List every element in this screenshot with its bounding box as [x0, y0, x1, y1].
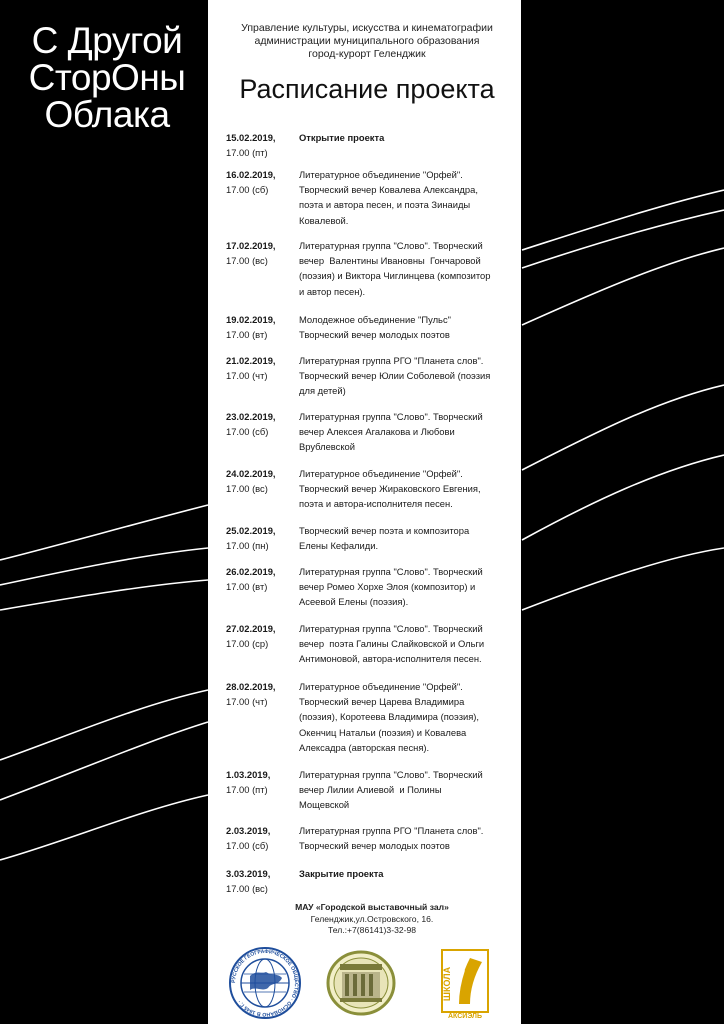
entry-description-line: Литературная группа "Слово". Творческий: [299, 240, 483, 251]
organizer-line: администрации муниципального образования: [254, 35, 480, 47]
entry-date: 16.02.2019,: [226, 169, 276, 180]
entry-time: 17.00 (сб): [226, 184, 269, 196]
entry-description-line: для детей): [299, 385, 346, 397]
entry-description-line: Литературная группа РГО "Планета слов".: [299, 355, 484, 366]
entry-time: 17.00 (пн): [226, 540, 269, 552]
entry-description-line: Открытие проекта: [299, 132, 385, 143]
entry-date: 23.02.2019,: [226, 411, 276, 422]
entry-description: [299, 130, 514, 145]
entry-description: [299, 823, 514, 853]
entry-description-line: вечер поэта Галины Слайковской и Ольги: [299, 638, 485, 650]
entry-time: 17.00 (чт): [226, 696, 268, 708]
entry-description-line: Творческий вечер Царева Владимира: [299, 696, 465, 708]
entry-date: 28.02.2019,: [226, 681, 276, 692]
entry-description-line: Творческий вечер Юлии Соболевой (поэзия: [299, 370, 491, 382]
entry-description: [299, 466, 514, 512]
entry-date: 1.03.2019,: [226, 769, 271, 780]
entry-description-line: Антимоновой, автора-исполнителя песен.: [299, 653, 482, 665]
entry-datetime: [226, 621, 296, 651]
entry-datetime: [226, 679, 296, 709]
entry-datetime: [226, 409, 296, 439]
entry-time: 17.00 (пт): [226, 147, 268, 159]
entry-description-line: Молодежное объединение "Пульс": [299, 314, 451, 325]
entry-datetime: [226, 466, 296, 496]
entry-description-line: вечер Ромео Хорхе Элоя (композитор) и: [299, 581, 476, 593]
entry-description: [299, 409, 514, 455]
entry-datetime: [226, 866, 296, 896]
entry-description: [299, 167, 514, 228]
entry-description-line: Асеевой Елены (поэзия).: [299, 596, 409, 608]
entry-time: 17.00 (вт): [226, 581, 268, 593]
organizer-line: город-курорт Геленджик: [308, 48, 426, 60]
entry-description-line: Творческий вечер Ковалева Александра,: [299, 184, 478, 196]
entry-description-line: Творческий вечер молодых поэтов: [299, 840, 450, 852]
entry-datetime: [226, 823, 296, 853]
entry-time: 17.00 (вт): [226, 329, 268, 341]
entry-description-line: Закрытие проекта: [299, 868, 384, 879]
entry-description-line: Литературное объединение "Орфей".: [299, 681, 463, 692]
project-title-line: С Другой: [31, 20, 183, 61]
entry-description-line: вечер Алексея Агалакова и Любови: [299, 426, 455, 438]
entry-date: 24.02.2019,: [226, 468, 276, 479]
entry-description-line: Алексадра (авторская песня).: [299, 741, 430, 753]
entry-description-line: поэта и автора песен, и поэта Зинаиды: [299, 199, 471, 211]
entry-time: 17.00 (вс): [226, 255, 268, 267]
venue-name: МАУ «Городской выставочный зал»: [295, 902, 449, 912]
entry-time: 17.00 (сб): [226, 426, 269, 438]
entry-description: [299, 353, 514, 399]
entry-datetime: [226, 564, 296, 594]
entry-description-line: Мощевской: [299, 799, 350, 811]
entry-description-line: Литературная группа "Слово". Творческий: [299, 411, 483, 422]
entry-description-line: Врублевской: [299, 441, 356, 453]
entry-date: 17.02.2019,: [226, 240, 276, 251]
entry-time: 17.00 (ср): [226, 638, 269, 650]
entry-description: [299, 866, 514, 881]
school-logo-top-text: ШКОЛА: [442, 966, 452, 1002]
entry-datetime: [226, 767, 296, 797]
entry-datetime: [226, 238, 296, 268]
entry-description-line: Литературная группа "Слово". Творческий: [299, 769, 483, 780]
entry-description: [299, 523, 514, 553]
entry-time: 17.00 (пт): [226, 784, 268, 796]
entry-description: [299, 238, 514, 299]
entry-datetime: [226, 130, 296, 160]
entry-description: [299, 621, 514, 667]
page-heading: Расписание проекта: [239, 74, 495, 104]
entry-description-line: поэта и автора-исполнителя песен.: [299, 498, 453, 510]
project-title-line: СторОны: [28, 57, 186, 98]
entry-datetime: [226, 353, 296, 383]
entry-description: [299, 312, 514, 342]
entry-description: [299, 679, 514, 755]
entry-date: 19.02.2019,: [226, 314, 276, 325]
entry-date: 21.02.2019,: [226, 355, 276, 366]
entry-time: 17.00 (вс): [226, 483, 268, 495]
entry-description-line: Елены Кефалиди.: [299, 540, 379, 552]
venue-phone: Тел.:+7(86141)3-32-98: [327, 925, 417, 935]
venue-block: [222, 902, 522, 937]
organizer-block: [222, 22, 512, 61]
entry-description-line: вечер Валентины Ивановны Гончаровой: [299, 255, 481, 267]
entry-date: 3.03.2019,: [226, 868, 271, 879]
rgo-globe-logo: [228, 946, 302, 1020]
entry-description-line: Творческий вечер молодых поэтов: [299, 329, 450, 341]
entry-description-line: Творческий вечер поэта и композитора: [299, 525, 470, 536]
entry-description-line: Литературное объединение "Орфей".: [299, 468, 463, 479]
right-black-band: [521, 0, 724, 1024]
entry-description: [299, 767, 514, 813]
entry-description-line: Литературное объединение "Орфей".: [299, 169, 463, 180]
entry-date: 25.02.2019,: [226, 525, 276, 536]
entry-description-line: Литературная группа "Слово". Творческий: [299, 623, 483, 634]
entry-date: 15.02.2019,: [226, 132, 276, 143]
entry-description-line: (поэзия), Коротеева Владимира (поэзия),: [299, 711, 480, 723]
entry-description-line: вечер Лилии Алиевой и Полины: [299, 784, 442, 796]
school-logo-bottom-text: АКСИЭЛЬ: [448, 1013, 482, 1020]
entry-description-line: и автор песен).: [299, 285, 366, 297]
entry-description-line: Окенчиц Натальи (поэзия) и Ковалева: [299, 726, 467, 738]
entry-datetime: [226, 523, 296, 553]
entry-date: 27.02.2019,: [226, 623, 276, 634]
organizer-line: Управление культуры, искусства и кинематографии: [241, 22, 493, 34]
project-title: [12, 22, 202, 133]
entry-description: [299, 564, 514, 610]
entry-description-line: Ковалевой.: [299, 214, 349, 226]
entry-description-line: (поэзия) и Виктора Чиглинцева (композитор: [299, 270, 491, 282]
entry-description-line: Литературная группа РГО "Планета слов".: [299, 825, 484, 836]
project-title-line: Облака: [44, 94, 170, 135]
entry-date: 2.03.2019,: [226, 825, 271, 836]
entry-time: 17.00 (чт): [226, 370, 268, 382]
entry-date: 26.02.2019,: [226, 566, 276, 577]
entry-datetime: [226, 312, 296, 342]
entry-description-line: Творческий вечер Жираковского Евгения,: [299, 483, 481, 495]
entry-time: 17.00 (сб): [226, 840, 269, 852]
exhibition-hall-logo: [326, 950, 396, 1016]
left-black-band: [0, 0, 208, 1024]
entry-datetime: [226, 167, 296, 197]
entry-time: 17.00 (вс): [226, 883, 268, 895]
svg-text:РУССКОЕ ГЕОГРАФИЧЕСКОЕ ОБЩЕСТВ: РУССКОЕ ГЕОГРАФИЧЕСКОЕ ОБЩЕСТВО · ОСНОВАНО В 1845 Г. ·: [230, 948, 300, 1018]
entry-description-line: Литературная группа "Слово". Творческий: [299, 566, 483, 577]
school-aksiel-logo: [440, 944, 490, 1020]
venue-address: Геленджик,ул.Островского, 16.: [310, 913, 434, 924]
